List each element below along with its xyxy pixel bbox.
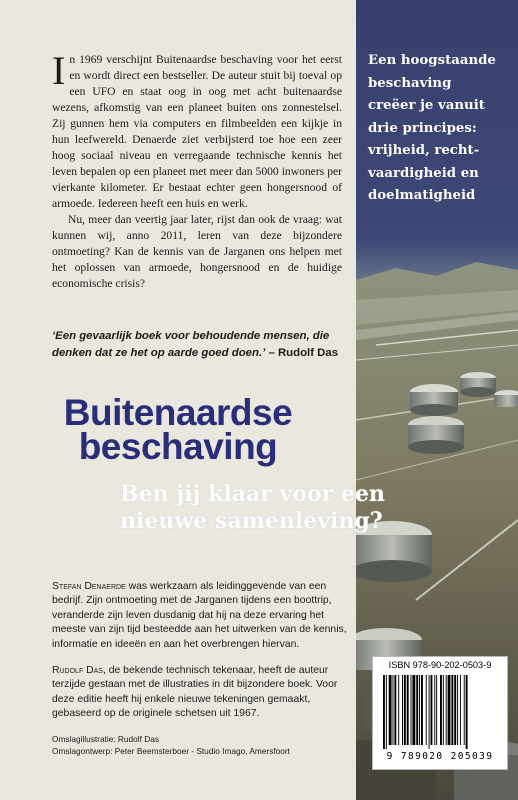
intro-text — [52, 48, 342, 292]
barcode-bar — [454, 675, 456, 745]
book-subtitle-line: Ben jij klaar voor een — [120, 481, 385, 507]
credit-illustration: Omslagillustratie: Rudolf Das — [52, 734, 159, 744]
barcode-bar — [411, 675, 412, 745]
barcode-bar — [407, 675, 409, 745]
author-name: Stefan Denaerde — [52, 581, 126, 592]
drop-cap: I — [52, 48, 66, 93]
barcode-bar — [419, 675, 420, 745]
barcode-bar — [393, 675, 394, 745]
pull-quote-line: creëer je vanuit — [368, 98, 485, 113]
barcode-bar — [436, 675, 437, 745]
intro-paragraph-2: Nu, meer dan veertig jaar later, rijst dan ook de vraag: wat kunnen wij, anno 2011, leren van deze bijzondere ontmoeting? Kan de kennis van de Jarganen ons helpen met het oplossen van armoede, hongersnood en de huidige economische crisis? — [52, 213, 342, 290]
pull-quote — [368, 50, 513, 208]
barcode-bar — [466, 675, 468, 749]
barcode-bar — [443, 675, 444, 745]
pull-quote-line: doelmatigheid — [368, 188, 476, 203]
author-bio-text: was werkzaam als leidinggevende van een bedrijf. Zijn ontmoeting met de Jarganen tijdens een boottrip, veranderde zijn leven dusdanig dat hij na deze ervaring het meeste van zijn tijd besteedde aan het uitwerken van de kennis, informatie en ideeën en aan het overbrengen hiervan. — [52, 581, 347, 650]
credit-design: Omslagontwerp: Peter Beemsterboer - Studio Imago, Amersfoort — [52, 745, 290, 756]
barcode-bar — [404, 675, 406, 745]
book-title-line: beschaving — [78, 426, 278, 467]
barcode-bar — [457, 675, 458, 745]
barcode-bar — [398, 675, 399, 745]
book-title-line: Buitenaardse — [63, 392, 293, 433]
barcode-bar — [383, 675, 385, 749]
barcode-bar — [416, 675, 418, 745]
author-bio-2 — [52, 664, 352, 722]
review-attribution: – Rudolf Das — [265, 347, 339, 359]
barcode-bars — [381, 675, 499, 749]
pull-quote-line: vaardigheid en — [368, 165, 479, 181]
barcode-digits: 9 789020 205039 — [386, 751, 494, 762]
barcode-bar — [434, 675, 435, 745]
barcode-bar — [402, 675, 403, 745]
review-quote — [52, 328, 352, 362]
review-quote-text: ‘Een gevaarlijk boek voor behoudende mensen, die denken dat ze het op aarde goed doen.’ — [52, 330, 330, 359]
barcode-bar — [451, 675, 453, 745]
barcode-bar — [389, 675, 392, 745]
illustrator-name: Rudolf Das — [52, 665, 103, 677]
pull-quote-line: beschaving — [368, 75, 452, 91]
intro-paragraph-1 — [52, 48, 342, 212]
barcode-bar — [426, 675, 427, 745]
barcode-bar — [429, 675, 430, 749]
barcode-bar — [464, 675, 465, 745]
isbn-barcode — [372, 656, 508, 770]
intro-paragraph-1-text: n 1969 verschijnt Buitenaardse beschaving voor het eerst en wordt direct een bestseller. De auteur stuit bij toeval op een UFO en staat oog in oog met acht buitenaardse wezens, afkomstig van een planeet buiten ons zonnestelsel. Zij gunnen hem via computers en filmbeelden een kijkje in hun leefwereld. Denaerde ziet verbijsterd toe hoe een zeer hoog sociaal niveau en verregaande technische kennis het leven bepalen op een planeet met meer dan 5000 inwoners per vierkante kilometer. Er bestaat echter geen hongersnood of armoede. Iedereen heeft een huis en werk. — [52, 53, 342, 210]
book-subtitle-line: nieuwe samenleving? — [120, 508, 383, 534]
barcode-bar — [412, 675, 415, 745]
isbn-label: ISBN 978-90-202-0503-9 — [388, 660, 492, 670]
barcode-bar — [460, 675, 461, 745]
pull-quote-line: drie principes: — [368, 120, 477, 136]
barcode-bar — [386, 675, 387, 749]
pull-quote-line: Een hoogstaande — [368, 53, 496, 68]
barcode-bar — [421, 675, 423, 745]
illustrator-bio-text: , de bekende technisch tekenaar, heeft de auteur terzijde gestaan met de illustraties in dit bijzondere boek. Voor deze editie heeft hij enkele nieuwe tekeningen gemaakt, gebaseerd op de originele schetsen uit 1967. — [52, 665, 338, 720]
author-bio-1 — [52, 580, 352, 652]
barcode-bar — [446, 675, 447, 745]
barcode-bar — [440, 675, 442, 745]
barcode-bar — [431, 675, 433, 745]
cover-credits — [52, 734, 352, 757]
book-subtitle — [120, 481, 518, 535]
pull-quote-line: vrijheid, recht- — [368, 143, 480, 158]
author-bios — [52, 580, 352, 734]
barcode-bar — [394, 675, 396, 745]
book-title — [0, 392, 356, 467]
barcode-bar — [448, 675, 451, 745]
